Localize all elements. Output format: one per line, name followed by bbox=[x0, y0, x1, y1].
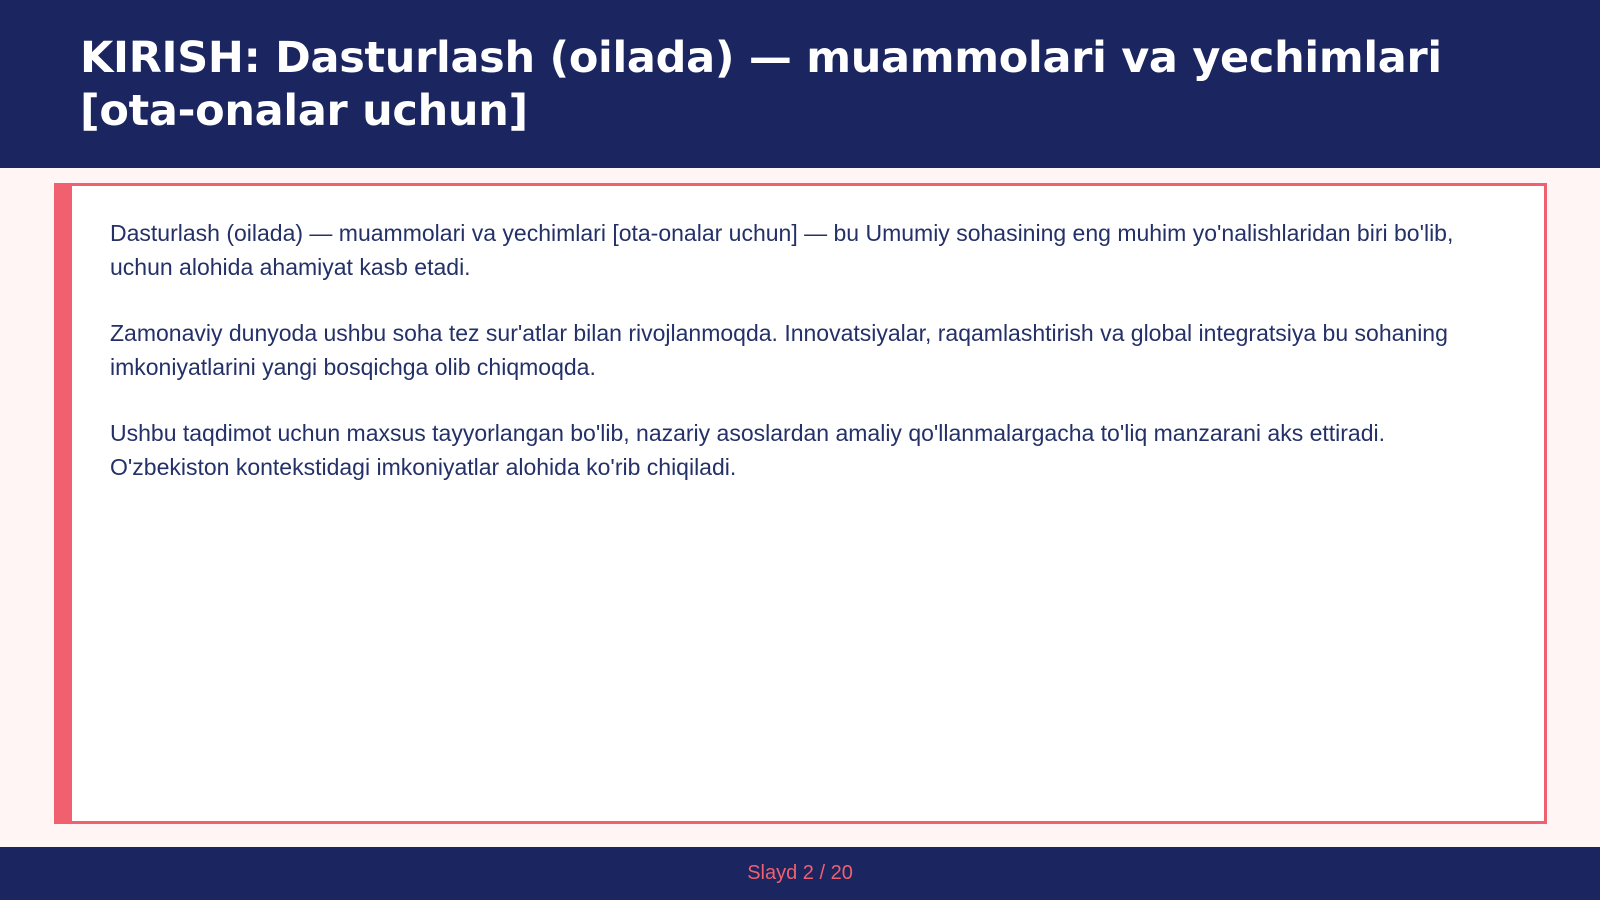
purpose-paragraph: Ushbu taqdimot uchun maxsus tayyorlangan bo'lib, nazariy asoslardan amaliy qo'llanmalargacha to'liq manzarani aks ettiradi. O'zbekiston kontekstidagi imkoniyatlar alohida ko'rib chiqiladi. bbox=[110, 420, 1386, 480]
context-paragraph: Zamonaviy dunyoda ushbu soha tez sur'atlar bilan rivojlanmoqda. Innovatsiyalar, raqamlashtirish va global integratsiya bu sohaning imkoniyatlarini yangi bosqichga olib chiqmoqda. bbox=[110, 320, 1448, 380]
slide-counter: Slayd 2 / 20 bbox=[747, 862, 853, 884]
content-card bbox=[54, 183, 1547, 824]
slide-footer bbox=[0, 847, 1600, 900]
slide-title: KIRISH: Dasturlash (oilada) — muammolari va yechimlari [ota-onalar uchun] bbox=[80, 33, 1442, 136]
intro-paragraph: Dasturlash (oilada) — muammolari va yechimlari [ota-onalar uchun] — bu Umumiy sohasining eng muhim yo'nalishlaridan biri bo'lib, uchun alohida ahamiyat kasb etadi. bbox=[110, 220, 1454, 280]
slide-header bbox=[0, 0, 1600, 168]
